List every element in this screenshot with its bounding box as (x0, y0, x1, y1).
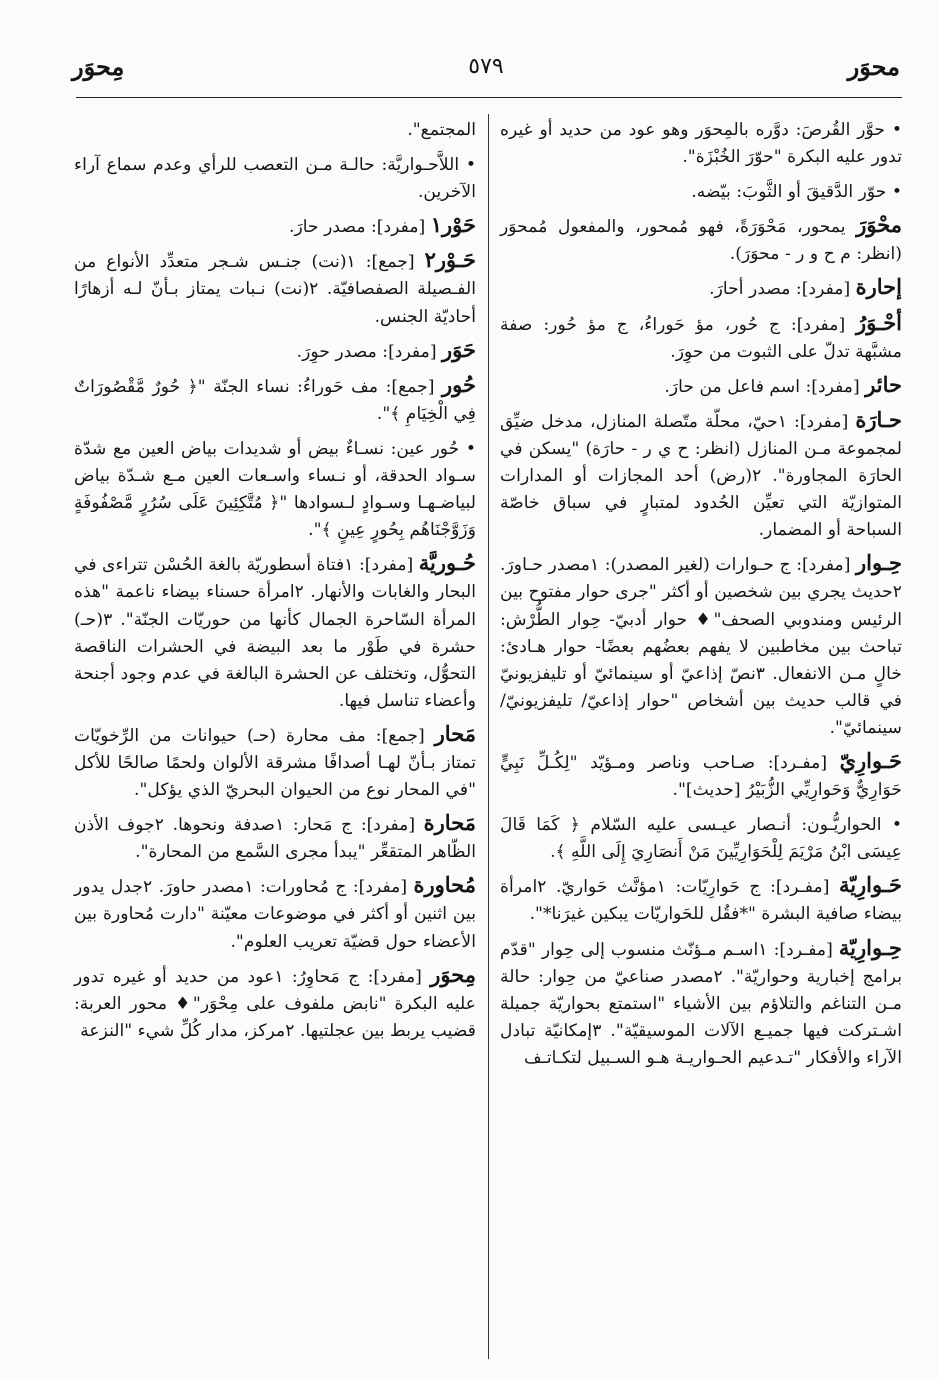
entry (500, 211, 902, 268)
entry-text: [مفرد]: ج مَحار: ١صدفة ونحوها. ٢جوف الأذن الظّاهر المتقعِّر "يبدأ مجرى السَّمع من المحارة". (74, 815, 476, 863)
entry (500, 273, 902, 303)
entry-headword: محْوَرَ (856, 212, 902, 238)
page-number: ٥٧٩ (468, 54, 504, 79)
entry (74, 720, 476, 804)
entry-headword: حـارَة (855, 406, 903, 432)
entry-text: [مفـرد]: ج حَوارِيّات: ١مؤنَّث حَواريّ. ٢امرأة بيضاء صافية البشرة "*فقُل للحَواريّات يبكين غيرَنا*". (500, 877, 902, 925)
entry-text: [مفرد]: ج مُحاورات: ١مصدر حاورَ. ٢جدل يدور بين اثنين أو أكثر في موضوعات معيّنة "دارت مُحاورة بين الأعضاء حول قضيّة تعريب العلوم". (74, 877, 476, 952)
entry-text: [مفـرد]: ١اسـم مـؤنّث منسوب إلى حِوار "قدّم برامج إخبارية وحواريّة". ٢مصدر صناعيّ من حِوار: حالة مـن التناغم والتلاؤم بين الأشياء "استمتع بحواريّة جميلة اشـتركت فيها جميـع الآلات الموسيقيّة". ٣إمكانيّة تبادل الآراء والأفكار "تـدعيم الحـواريـة هـو السـبيل لتكـاتـف (500, 939, 903, 1068)
entry (74, 246, 476, 330)
entry-headword: مِحوَر (430, 961, 477, 987)
entry (500, 371, 902, 401)
entry-text: [مفرد]: ج حُور، مؤ حَوراءُ، ج مؤ حُور: صفة مشبَّهة تدلّ على الثبوت من حوِرَ. (500, 314, 902, 362)
entry-text: [جمع]: مف محارة (حـ) حيوانات من الرِّخويّات تمتاز بـأنّ لهـا أصدافًا مشرقة الألوان ولحمًا صالحًا للأكل "في المحار نوع من الحيوان البحريّ الذي يؤكل". (74, 725, 476, 801)
entry-text: [جمع]: مف حَوراءُ: نساء الجنّة "﴿ حُورٌ مَّقْصُورَاتٌ فِي الْخِيَامِ ﴾". (74, 376, 476, 424)
entry-text: يمحور، مَحْوَرَةً، فهو مُمحور، والمفعول مُمحوَر (انظر: م ح و ر - محوَرَ). (500, 217, 902, 265)
entry (74, 336, 476, 366)
entry-text: • اللاَّحـواريَّة: حالـة مـن التعصب للرأي وعدم سماع آراء الآخرين. (74, 155, 476, 203)
entry (74, 809, 476, 866)
entry-headword: مَحارة (423, 810, 477, 836)
entry-headword: حِـوار (856, 550, 902, 576)
entry (74, 211, 476, 241)
entry-text: • الحواريُّـون: أنـصار عيـسى عليه السّلام ﴿ كَمَا قَالَ عِيسَى ابْنُ مَرْيَمَ لِلْحَوَارِيِّينَ مَنْ أَنصَارِيَ إِلَى اللَّهِ ﴾. (500, 815, 902, 863)
entry (500, 934, 902, 1072)
entry-text: [مفرد]: ١حيّ، محلّة متّصلة المنازل، مدخل ضيِّق لمجموعة مـن المنازل (انظر: ح ي ر - حارَة) "يسكن في الحارَة المجاورة". ٢(رض) أحد المجازات أو المدارات المتوازيّة التي تعيِّن الحُدود لمتبارٍ في سباق خاصّة السباحة أو المضمار. (500, 411, 902, 541)
entry (74, 549, 476, 715)
entry (500, 549, 902, 742)
entry-text: [مفرد]: مصدر حارَ. (289, 217, 426, 238)
entry (500, 406, 902, 544)
entry-headword: حُـوريَّة (418, 550, 477, 576)
entry-text: • حُور عين: نسـاءٌ بيض أو شديدات بياض العين مع شدّة سـواد الحدقة، أو نـساء واسـعات العين مـع شـدّة بياض لبياضـهـا وسـوادٍ لـسوادها "﴿ مُتَّكِئِينَ عَلَى سُرُرٍ مَّصْفُوفَةٍ وَزَوَّجْنَاهُم بِحُورٍ عِينٍ ﴾". (74, 438, 476, 541)
entry-headword: إحارة (855, 274, 902, 300)
header-right-word: محوَر (847, 52, 900, 81)
entry-headword: مَحار (434, 720, 476, 746)
entry (500, 871, 902, 928)
entry (500, 309, 902, 366)
page-header (70, 52, 902, 92)
entry (74, 114, 476, 144)
entry-text: [جمع]: ١(نت) جنـس شـجر متعدِّد الأنواع من الفـصيلة الصفصافيّة. ٢(نت) نـبات يمتاز بـأنّ لـه أزهارًا أحاديّة الجنس. (74, 252, 477, 327)
entry-text: [مفـرد]: صـاحب وناصر ومـؤيّد "لِكُـلِّ نَبِيٍّ حَوَارِيٌّ وَحَوارِيِّي الزُّبَيْرُ [حديث]". (500, 752, 902, 801)
entry-headword: أحْـوَرُ (856, 309, 903, 335)
entry (74, 871, 476, 955)
entry-text: المجتمع". (407, 120, 476, 140)
entry-text: [مفرد]: مصدر أحارَ. (709, 279, 851, 300)
entry-text: [مفرد]: ١فتاة أسطوريّة بالغة الحُسْن تتراءى في البحار والغابات والأنهار. ٢امرأة حسناء بيضاء ناعمة "هذه المرأة السّاحرة الجمال كأنها من حوريّات الجنّة". ٣(حـ) حشرة في طَوْر ما بعد البيضة في الحشرات الناقصة التحوُّل، وتختلف عن الحشرة البالغة في عدم وجود أجنحة وأعضاء تناسل فيها. (74, 555, 476, 711)
header-rule (76, 97, 902, 98)
right-column (500, 114, 902, 1077)
entry (74, 371, 476, 428)
entry-text: [مفرد]: ج مَحاوِرُ: ١عود من حديد أو غيره تدور عليه البكرة "نابض ملفوف على مِحْوَر"♦ محور العربة: قضيب يربط بين عجلتيها. ٢مركز، مدار كُلِّ شيء "النزعة (74, 966, 476, 1041)
entry-headword: مُحاورة (413, 872, 476, 898)
column-divider (488, 114, 489, 1359)
entry-text: [مفرد]: مصدر حوِرَ. (296, 341, 437, 362)
entry-text: [مفرد]: اسم فاعل من حارَ. (664, 376, 860, 397)
entry-headword: حَـوْر٢ (424, 247, 476, 273)
entry-headword: حَوَر (442, 336, 476, 362)
entry-headword: حائر (865, 371, 902, 397)
entry (500, 809, 902, 866)
entry (500, 176, 902, 206)
entry-headword: حَـوارِيّ (839, 747, 902, 773)
entry (74, 149, 476, 206)
left-column (74, 114, 476, 1050)
entry-headword: حِـوارِيّة (838, 934, 902, 960)
entry-text: • حوّر الدَّقيقَ أو الثَّوبَ: بيّضه. (691, 182, 902, 203)
entry-headword: حُور (442, 371, 476, 397)
entry (500, 747, 902, 804)
entry-text: [مفرد]: ج حـوارات (لغير المصدر): ١مصدر حـاورَ. ٢حديث يجري بين شخصين أو أكثر "جرى حوار مفتوح بين الرئيس ومندوبي الصحف"♦ حوار أدبيّ- حِوار الطُّرْش: تباحث بين مخاطبين لا يفهم بعضُهم بعضًا- حوار هـادئ: خالٍ مـن الانفعال. ٣نصّ إذاعيّ أو سينمائيّ أو تليفزيونيّ في قالب حديث بين أشخاص "حوار إذاعيّ/ تليفزيونيّ/ سينمائيّ". (500, 555, 902, 738)
entry-text: • حوَّر القُرصَ: دوَّره بالمِحوَر وهو عود من حديد أو غيره تدور عليه البكرة "حوّرَ الخُبْزَة". (500, 120, 902, 168)
entry (500, 114, 902, 171)
entry-headword: حَوْر١ (430, 212, 476, 238)
entry (74, 961, 476, 1045)
entry (74, 433, 476, 544)
entry-headword: حَـوارِيّة (838, 872, 902, 898)
header-left-word: مِحوَر (72, 52, 125, 81)
